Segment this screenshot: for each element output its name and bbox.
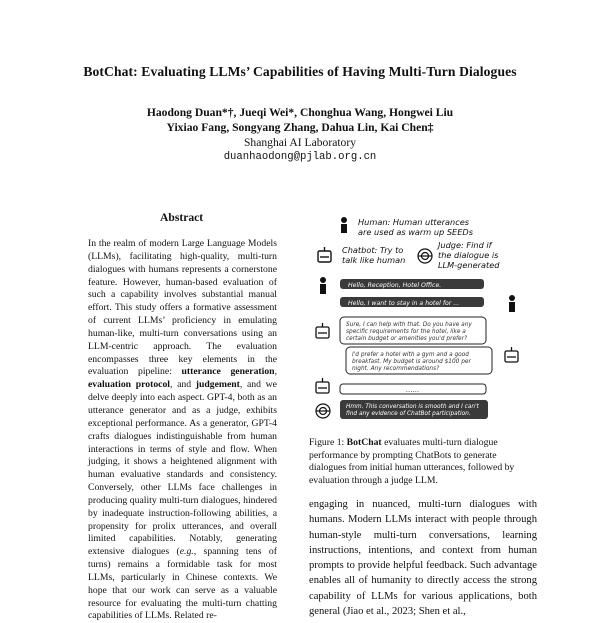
message-6-line-1: Hmm. This conversation is smooth and I can't <box>346 404 479 410</box>
keyword-judgement: judgement <box>195 379 240 391</box>
body-text-right-column: engaging in nuanced, multi-turn dialogues with humans. Modern LLMs interact with people through human-style multi-turn conversations, learning instructions, intentions, and context from human prompts to provide helpful feedback. Such advantage enables all of humanity to directly access the strong capability of LLMs for various applications, both general (Jiao et al., 2023; Shen et al., <box>309 499 537 618</box>
judge-label-2: the dialogue is <box>438 250 499 260</box>
human-icon-row1 <box>320 277 326 294</box>
message-4-line-3: night. Any recommendations? <box>352 366 440 372</box>
human-label-2: are used as warm up SEEDs <box>358 227 473 237</box>
message-4-line-2: breakfast. My budget is around $100 per <box>352 359 471 365</box>
message-6-line-2: find any evidence of ChatBot participation. <box>346 411 471 417</box>
robot-icon-row4 <box>505 347 518 362</box>
human-label-1: Human: Human utterances <box>358 217 470 227</box>
figure-caption: Figure 1: BotChat evaluates multi-turn dialogue performance by prompting ChatBots to generate dialogues from initial human utterances, followed by evaluation through a judge LLM. <box>309 437 515 486</box>
affiliation: Shanghai AI Laboratory <box>243 136 357 149</box>
openai-judge-icon-row6 <box>316 404 330 418</box>
chatbot-label-2: talk like human <box>342 255 406 265</box>
authors-line-2: Yixiao Fang, Songyang Zhang, Dahua Lin, Kai Chen‡ <box>166 121 434 134</box>
keyword-evaluation-protocol: evaluation protocol <box>88 379 170 391</box>
judge-label-3: LLM-generated <box>438 260 500 270</box>
figure-diagram <box>306 210 532 426</box>
abstract-text: In the realm of modern Large Language Models (LLMs), facilitating high-quality, multi-turn dialogues with humans represents a cornerstone feature. However, human-based evaluation of such a capability involves substantial manual effort. This study offers a formative assessment of current LLMs’ proficiency in emulating human-like, multi-turn conversations using an LLM-centric approach. The evaluation encompasses three key elements in the evaluation pipeline: utterance generation, evaluation protocol, and judgement, and we delve deeply into each aspect. GPT-4, both as an utterance generator and as a judge, exhibits exceptional performance. As a generator, GPT-4 crafts dialogues indistinguishable from human interactions in terms of style and flow. When judging, it shows a heightened alignment with human evaluative standards and consistency. Conversely, other LLMs face challenges in producing quality multi-turn dialogues, hindered by inadequate instruction-following abilities, a propensity for prolix utterances, and overall limited capabilities. Notably, generating extensive dialogues (e.g., spanning tens of turns) remains a formidable task for most LLMs, particularly in Chinese contexts. We hope that our work can serve as a valuable resource for evaluating the multi-turn chatting capabilities of LLMs. Related re- <box>88 238 278 622</box>
message-2-text: Hello, I want to stay in a hotel for ... <box>348 300 460 307</box>
human-icon-row2 <box>509 295 515 312</box>
chatbot-label-1: Chatbot: Try to <box>342 245 404 255</box>
message-1-text: Hello, Reception, Hotel Office. <box>348 282 442 289</box>
judge-label-1: Judge: Find if <box>438 240 492 250</box>
figure-1 <box>306 210 532 426</box>
abstract-heading: Abstract <box>160 211 204 224</box>
paper-title: BotChat: Evaluating LLMs’ Capabilities of Having Multi-Turn Dialogues <box>83 64 517 79</box>
message-3-line-2: specific requirements for the hotel, like a <box>346 329 466 335</box>
robot-icon-row5 <box>316 378 329 393</box>
human-icon-top <box>341 217 347 233</box>
message-3-line-1: Sure, I can help with that. Do you have any <box>346 322 472 328</box>
robot-icon-label <box>318 247 331 262</box>
robot-icon-row3 <box>316 323 329 338</box>
author-email: duanhaodong@pjlab.org.cn <box>223 151 377 163</box>
author-block <box>0 105 600 165</box>
message-4-line-1: I'd prefer a hotel with a gym and a good <box>352 352 469 358</box>
keyword-utterance-generation: utterance generation <box>181 366 275 378</box>
message-5-text: ...... <box>406 386 420 394</box>
openai-judge-icon <box>418 249 432 263</box>
message-3-line-3: certain budget or amenities you'd prefer? <box>346 336 468 342</box>
authors-line-1: Haodong Duan*†, Jueqi Wei*, Chonghua Wang, Hongwei Liu <box>146 106 454 119</box>
